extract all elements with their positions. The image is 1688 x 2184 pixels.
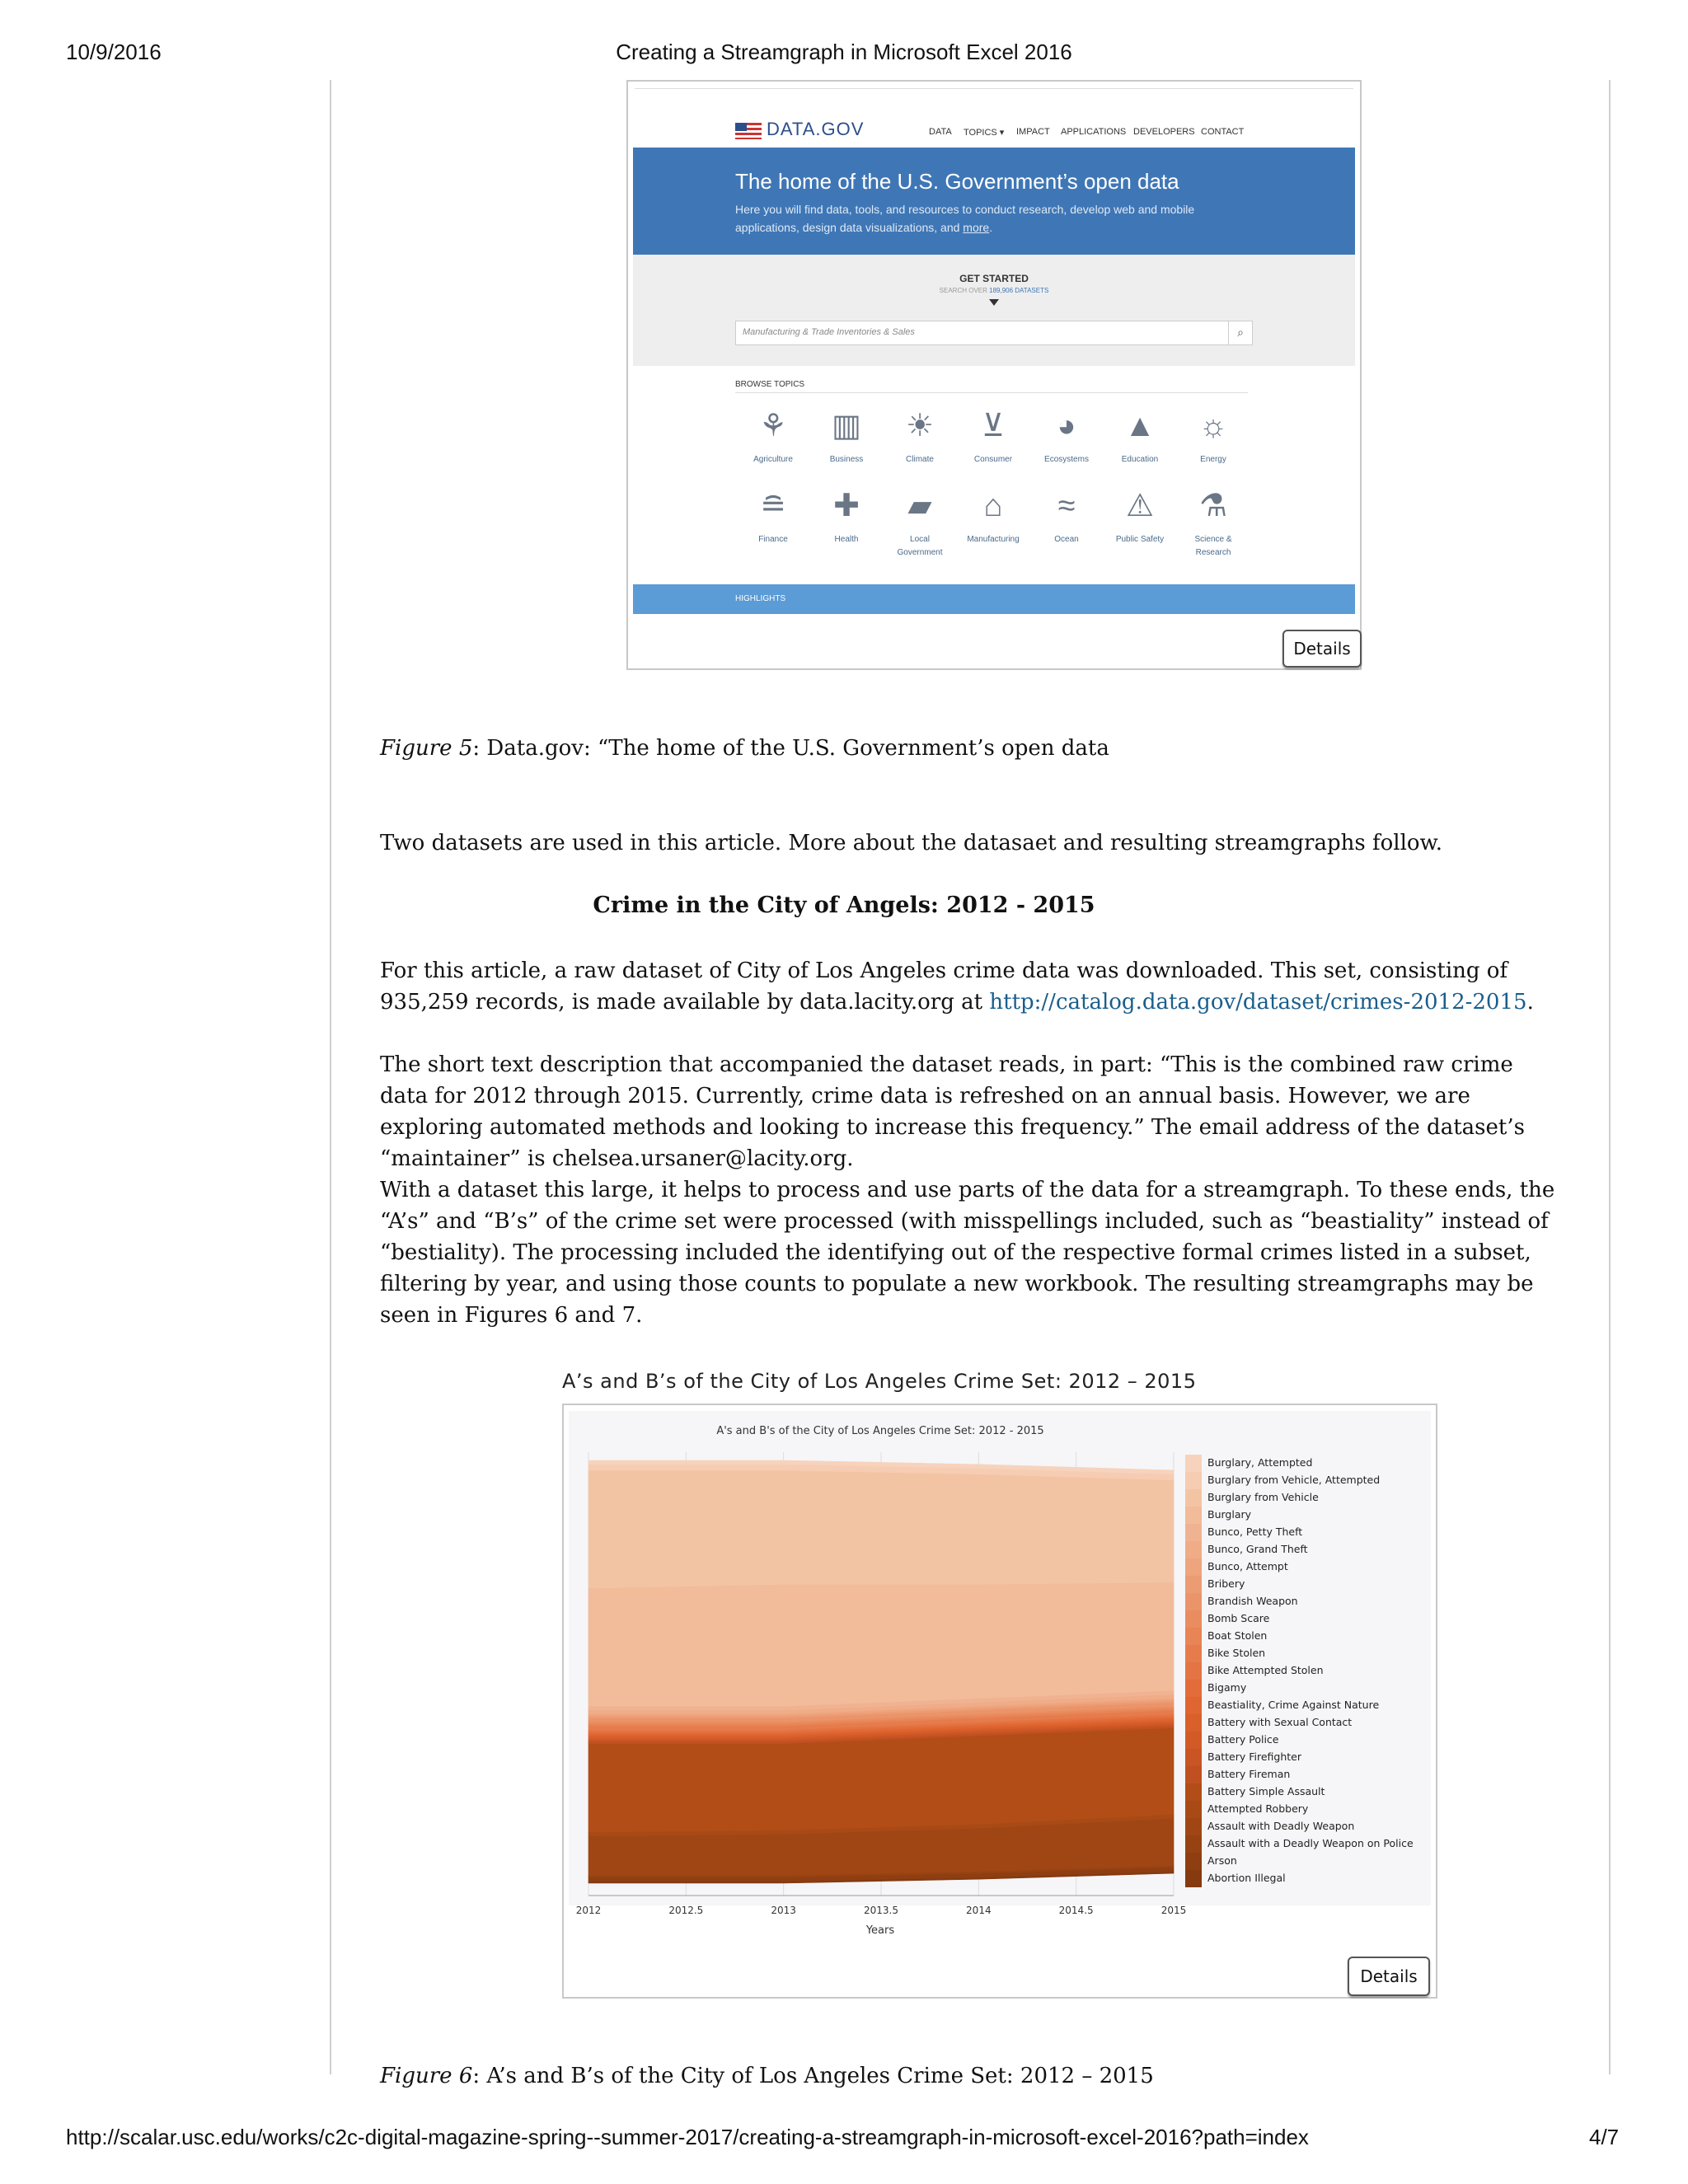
topic-label: Health [834,535,859,544]
legend-swatch [1185,1766,1202,1783]
highlights-label: HIGHLIGHTS [735,594,786,603]
nav-applications[interactable]: APPLICATIONS [1061,127,1127,137]
storefront-icon: ▥ [832,409,861,443]
topic-label: Finance [758,535,788,544]
topic-label: Manufacturing [967,535,1020,544]
legend-label: Burglary from Vehicle [1207,1491,1319,1503]
cart-icon: ⊻ [982,409,1005,443]
legend-gradient-strip [1185,1455,1202,1887]
legend-swatch [1185,1783,1202,1801]
legend-label: Bribery [1207,1577,1245,1590]
legend-label: Battery with Sexual Contact [1207,1716,1353,1728]
hero-more-link[interactable]: more [963,221,990,234]
legend-swatch [1185,1610,1202,1628]
legend-swatch [1185,1576,1202,1593]
legend-label: Bike Attempted Stolen [1207,1664,1324,1676]
topic-label: Science & Research [1194,535,1232,557]
flask-icon: ⚗ [1198,489,1228,523]
nav-developers[interactable]: DEVELOPERS [1133,127,1195,137]
warning-icon: ⚠ [1125,489,1155,523]
x-tick-label: 2012 [575,1905,602,1916]
paragraph-processing: With a dataset this large, it helps to process and use parts of the data for a streamgraph. To these ends, the “A’s” and “B’s” of the crime set were processed (with misspellings included, such as “beastiality” instead of “bestiality). The processing included the identifying out of the respective formal crimes listed in a subset, filtering by year, and using those counts to populate a new workbook. The resulting streamgraphs may be seen in Figures 6 and 7. [380,1178,1555,1328]
dataset-count: 189,906 DATASETS [989,287,1049,294]
legend-label: Beastiality, Crime Against Nature [1207,1699,1380,1711]
hero-subtitle-line1: Here you will find data, tools, and resources to conduct research, develop web and mobile [735,203,1195,216]
legend-label: Arson [1207,1854,1237,1867]
topic-label: Climate [906,455,934,464]
chart-title: A's and B's of the City of Los Angeles Crime Set: 2012 - 2015 [716,1425,1044,1437]
legend-swatch [1185,1524,1202,1541]
hero-title: The home of the U.S. Government’s open data [735,169,1179,194]
legend-swatch [1185,1714,1202,1732]
paragraph-raw-dataset-end: . [1526,990,1534,1015]
legend-label: Battery Police [1207,1733,1279,1746]
dataset-link[interactable]: http://catalog.data.gov/dataset/crimes-2012-2015 [989,990,1527,1015]
print-date: 10/9/2016 [66,40,162,64]
legend-label: Bunco, Petty Theft [1207,1526,1303,1538]
legend-swatch [1185,1593,1202,1610]
legend-label: Battery Fireman [1207,1768,1291,1780]
topic-label: Consumer [973,455,1013,464]
print-title: Creating a Streamgraph in Microsoft Excel 2016 [616,40,1072,64]
x-axis-label: Years [865,1924,895,1937]
legend-swatch [1185,1853,1202,1870]
legend-label: Burglary, Attempted [1207,1456,1313,1469]
figure6-outer-title: A’s and B’s of the City of Los Angeles Crime Set: 2012 – 2015 [562,1370,1197,1393]
section-heading: Crime in the City of Angels: 2012 - 2015 [593,893,1095,918]
legend-label: Bunco, Attempt [1207,1560,1288,1572]
factory-icon: ⌂ [983,489,1003,523]
legend-swatch [1185,1870,1202,1887]
search-icon[interactable]: ⌕ [1228,321,1253,345]
lightbulb-icon: ☼ [1198,409,1228,443]
legend-swatch [1185,1801,1202,1818]
legend-label: Bomb Scare [1207,1612,1270,1624]
legend-label: Burglary [1207,1508,1252,1521]
sun-chart-icon: ☀ [905,409,935,443]
figure5-details-button[interactable]: Details [1282,630,1362,668]
figure6-caption [380,2064,1154,2088]
graduation-cap-icon: ▲ [1124,409,1156,443]
topic-label: Business [829,455,864,464]
figure6-caption-text: : A’s and B’s of the City of Los Angeles Crime Set: 2012 – 2015 [472,2064,1154,2088]
legend-label: Bunco, Grand Theft [1207,1543,1308,1555]
x-tick-label: 2013 [771,1905,796,1916]
datagov-logo[interactable]: DATA.GOV [767,119,865,139]
x-tick-label: 2013.5 [864,1905,898,1916]
legend-label: Burglary from Vehicle, Attempted [1207,1474,1381,1486]
paragraph-datasets: Two datasets are used in this article. More about the datasaet and resulting streamgraphs follow. [380,831,1442,855]
hero-period: . [989,221,993,234]
globe-icon: ◕ [1057,409,1076,443]
paragraph-raw-dataset-text: For this article, a raw dataset of City of Los Angeles crime data was downloaded. This set, consisting of 935,259 records, is made available by data.lacity.org at [380,958,1508,1015]
x-tick-label: 2015 [1160,1905,1187,1916]
topic-label: Local Government [897,535,943,557]
legend-label: Abortion Illegal [1207,1872,1286,1884]
topic-label: Education [1121,455,1159,464]
wave-icon: ≈ [1057,489,1076,523]
stream-layer-burglary [588,1582,1174,1706]
legend-swatch [1185,1662,1202,1680]
legend-swatch [1185,1732,1202,1749]
topic-label: Energy [1200,455,1226,464]
nav-contact[interactable]: CONTACT [1201,127,1245,137]
legend-swatch [1185,1749,1202,1766]
nav-topics[interactable]: TOPICS ▾ [964,128,1005,138]
legend-swatch [1185,1507,1202,1524]
print-page-number: 4/7 [1589,2125,1620,2149]
legend-swatch [1185,1489,1202,1507]
wheat-icon: ⚘ [758,409,788,443]
legend-swatch [1185,1818,1202,1835]
figure6-details-button[interactable]: Details [1348,1957,1430,1996]
x-tick-label: 2014.5 [1058,1905,1094,1916]
get-started-label: GET STARTED [959,273,1029,284]
x-axis-ticks [576,1905,1187,1916]
legend-swatch [1185,1472,1202,1489]
topic-label: Ecosystems [1044,455,1089,464]
legend-label: Assault with a Deadly Weapon on Police [1207,1837,1414,1849]
topic-label: Agriculture [753,455,793,464]
paragraph-description: The short text description that accompanied the dataset reads, in part: “This is the combined raw crime data for 2012 through 2015. Currently, crime data is refreshed on an annual basis. However, we are exploring automated methods and looking to increase this frequency.” The email address of the dataset’s “maintainer” is chelsea.ursaner@lacity.org. [380,1052,1525,1171]
nav-impact[interactable]: IMPACT [1016,127,1050,137]
legend-swatch [1185,1558,1202,1576]
legend-label: Battery Firefighter [1207,1750,1302,1763]
nav-data[interactable]: DATA [929,127,952,137]
legend-swatch [1185,1835,1202,1853]
us-map-icon: ▰ [907,489,932,523]
legend-swatch [1185,1541,1202,1558]
legend-label: Attempted Robbery [1207,1802,1309,1815]
figure5-caption-label: Figure 5 [380,736,473,761]
x-tick-label: 2014 [966,1905,992,1916]
print-url: http://scalar.usc.edu/works/c2c-digital-magazine-spring--summer-2017/creating-a-streamgraph-in-microsoft-excel-2016?path=index [66,2125,1309,2149]
legend-swatch [1185,1697,1202,1714]
legend-swatch [1185,1680,1202,1697]
search-over-text: SEARCH OVER [939,287,987,294]
topic-label: Public Safety [1115,535,1165,544]
search-placeholder: Manufacturing & Trade Inventories & Sales [743,327,915,337]
stream-layer-burglary-from-vehicle [588,1470,1174,1588]
legend-swatch [1185,1455,1202,1472]
legend-swatch [1185,1645,1202,1662]
legend-label: Battery Simple Assault [1207,1785,1325,1797]
hero-subtitle-text: applications, design data visualizations, and [735,221,960,234]
topic-label: Ocean [1054,535,1079,544]
legend-label: Brandish Weapon [1207,1595,1298,1607]
figure5-caption-text: : Data.gov: “The home of the U.S. Government’s open data [472,736,1109,761]
legend-swatch [1185,1628,1202,1645]
x-tick-label: 2012.5 [668,1905,704,1916]
legend-label: Assault with Deadly Weapon [1207,1820,1355,1832]
figure6-caption-label: Figure 6 [380,2064,473,2088]
coins-icon: ≘ [760,489,786,523]
health-cross-icon: ✚ [833,489,860,523]
legend-label: Bike Stolen [1207,1647,1266,1659]
stream-layers [588,1460,1174,1883]
legend-label: Boat Stolen [1207,1629,1268,1642]
legend-label: Bigamy [1207,1681,1247,1694]
browse-topics-label: BROWSE TOPICS [735,380,805,389]
